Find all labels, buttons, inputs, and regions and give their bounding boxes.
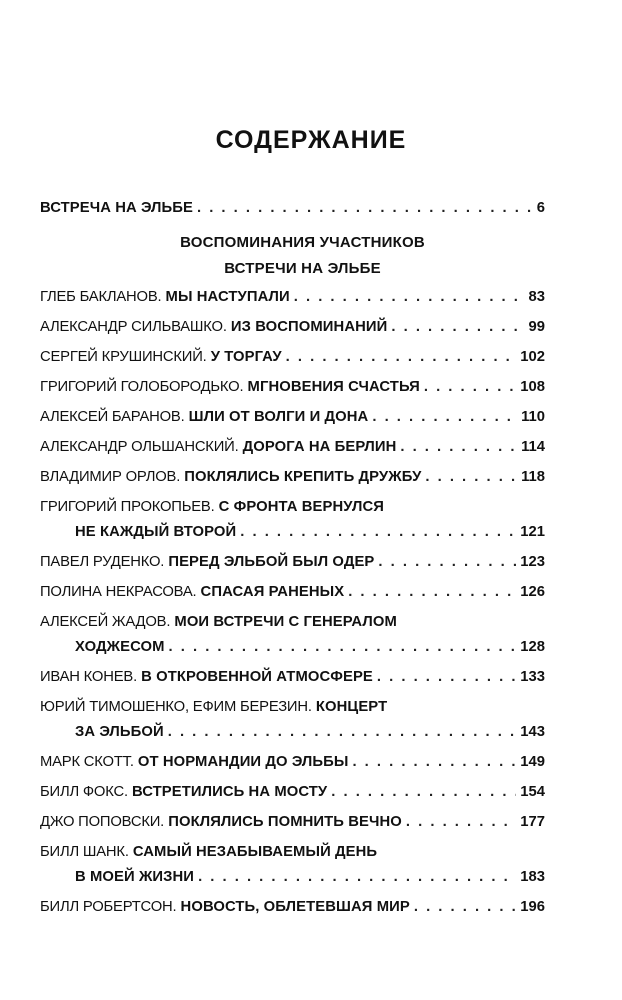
toc-page-number: 143 xyxy=(520,724,545,740)
toc-entry-author: ДЖО ПОПОВСКИ. xyxy=(40,814,165,830)
toc-page-number: 99 xyxy=(528,319,545,335)
toc-entry-title: САМЫЙ НЕЗАБЫВАЕМЫЙ ДЕНЬ xyxy=(132,844,378,860)
toc-page-number: 121 xyxy=(520,524,545,540)
toc-entry-title-continuation: ЗА ЭЛЬБОЙ xyxy=(75,724,164,740)
toc-entry-author: СЕРГЕЙ КРУШИНСКИЙ. xyxy=(40,349,207,365)
toc-entry-author: АЛЕКСЕЙ ЖАДОВ. xyxy=(40,614,171,630)
toc-entry-author: ЮРИЙ ТИМОШЕНКО, ЕФИМ БЕРЕЗИН. xyxy=(40,699,312,715)
toc-entry-author: АЛЕКСАНДР ОЛЬШАНСКИЙ. xyxy=(40,439,239,455)
toc-entry-author: БИЛЛ РОБЕРТСОН. xyxy=(40,899,177,915)
dot-leader xyxy=(400,435,517,460)
toc-entry-title: У ТОРГАУ xyxy=(210,349,282,365)
toc-entry-title: ПОКЛЯЛИСЬ КРЕПИТЬ ДРУЖБУ xyxy=(184,469,422,485)
toc-entry xyxy=(40,345,545,375)
toc-page-number: 83 xyxy=(528,289,545,305)
toc-entry xyxy=(40,315,545,345)
toc-entry xyxy=(40,810,545,840)
dot-leader xyxy=(240,520,516,545)
dot-leader xyxy=(352,750,516,775)
toc-entry-title: С ФРОНТА ВЕРНУЛСЯ xyxy=(218,499,384,515)
toc-entry-author: ГРИГОРИЙ ПРОКОПЬЕВ. xyxy=(40,499,215,515)
toc-entry-title: ДОРОГА НА БЕРЛИН xyxy=(242,439,397,455)
toc-page-number: 126 xyxy=(520,584,545,600)
toc-entry-author: АЛЕКСАНДР СИЛЬВАШКО. xyxy=(40,319,227,335)
toc-page-number: 196 xyxy=(520,899,545,915)
toc-entry xyxy=(40,196,545,226)
dot-leader xyxy=(197,196,533,221)
toc-entry-author: БИЛЛ ШАНК. xyxy=(40,844,129,860)
toc-entry-title: СПАСАЯ РАНЕНЫХ xyxy=(200,584,345,600)
toc-page-number: 6 xyxy=(536,200,545,216)
toc-entry-author: ИВАН КОНЕВ. xyxy=(40,669,137,685)
toc-entry-title: ШЛИ ОТ ВОЛГИ И ДОНА xyxy=(188,409,369,425)
toc-entry xyxy=(40,550,545,580)
toc-entry xyxy=(40,695,545,750)
toc-entry xyxy=(40,895,545,925)
dot-leader xyxy=(169,635,517,660)
toc-entry-title-continuation: НЕ КАЖДЫЙ ВТОРОЙ xyxy=(75,524,237,540)
toc-page-number: 149 xyxy=(520,754,545,770)
toc-entry xyxy=(40,610,545,665)
dot-leader xyxy=(198,865,516,890)
toc-entry-title: МОИ ВСТРЕЧИ С ГЕНЕРАЛОМ xyxy=(174,614,397,630)
toc-entry xyxy=(40,405,545,435)
toc-entry xyxy=(40,750,545,780)
toc-entry-author: АЛЕКСЕЙ БАРАНОВ. xyxy=(40,409,185,425)
toc-entry-title: ИЗ ВОСПОМИНАНИЙ xyxy=(230,319,388,335)
toc-entry-title: ОТ НОРМАНДИИ ДО ЭЛЬБЫ xyxy=(137,754,349,770)
toc-entry xyxy=(40,780,545,810)
dot-leader xyxy=(294,285,525,310)
toc-entry-author: ГЛЕБ БАКЛАНОВ. xyxy=(40,289,162,305)
toc-entry-title: ПОКЛЯЛИСЬ ПОМНИТЬ ВЕЧНО xyxy=(168,814,402,830)
toc-page-number: 133 xyxy=(520,669,545,685)
toc-entry-title: МЫ НАСТУПАЛИ xyxy=(165,289,290,305)
toc-entry xyxy=(40,580,545,610)
toc-page-number: 118 xyxy=(521,469,545,485)
toc-page-number: 114 xyxy=(521,439,545,455)
toc-page-number: 110 xyxy=(521,409,545,425)
dot-leader xyxy=(378,550,516,575)
toc-entry-author: БИЛЛ ФОКС. xyxy=(40,784,128,800)
toc-entry-author: МАРК СКОТТ. xyxy=(40,754,134,770)
toc-page-number: 154 xyxy=(520,784,545,800)
toc-entry-author: ВЛАДИМИР ОРЛОВ. xyxy=(40,469,181,485)
toc-page-number: 123 xyxy=(520,554,545,570)
dot-leader xyxy=(424,375,516,400)
dot-leader xyxy=(372,405,517,430)
section-heading xyxy=(40,230,545,282)
toc-entry-title: НОВОСТЬ, ОБЛЕТЕВШАЯ МИР xyxy=(180,899,410,915)
toc-entry-title: МГНОВЕНИЯ СЧАСТЬЯ xyxy=(247,379,420,395)
toc-page-number: 183 xyxy=(520,869,545,885)
toc-entry xyxy=(40,435,545,465)
dot-leader xyxy=(377,665,516,690)
toc-entry-title: В ОТКРОВЕННОЙ АТМОСФЕРЕ xyxy=(141,669,373,685)
toc-entry-author: ПАВЕЛ РУДЕНКО. xyxy=(40,554,165,570)
dot-leader xyxy=(348,580,516,605)
toc-entry-title-continuation: В МОЕЙ ЖИЗНИ xyxy=(75,869,195,885)
toc-entry-title: ПЕРЕД ЭЛЬБОЙ БЫЛ ОДЕР xyxy=(168,554,375,570)
dot-leader xyxy=(406,810,516,835)
toc-entry xyxy=(40,495,545,550)
toc-page-number: 108 xyxy=(520,379,545,395)
toc-entry-title: ВСТРЕЧА НА ЭЛЬБЕ xyxy=(40,200,193,216)
dot-leader xyxy=(425,465,517,490)
toc-entry xyxy=(40,840,545,895)
page-title: СОДЕРЖАНИЕ xyxy=(215,126,407,154)
section-heading-line: ВОСПОМИНАНИЯ УЧАСТНИКОВ xyxy=(180,234,425,251)
toc-entry-author: ПОЛИНА НЕКРАСОВА. xyxy=(40,584,197,600)
table-of-contents xyxy=(40,196,545,925)
toc-entry-title: ВСТРЕТИЛИСЬ НА МОСТУ xyxy=(132,784,328,800)
toc-entry xyxy=(40,665,545,695)
toc-page-number: 177 xyxy=(520,814,545,830)
toc-page-number: 102 xyxy=(520,349,545,365)
dot-leader xyxy=(168,720,517,745)
toc-entry-title: КОНЦЕРТ xyxy=(315,699,388,715)
toc-entry-author: ГРИГОРИЙ ГОЛОБОРОДЬКО. xyxy=(40,379,244,395)
toc-page-number: 128 xyxy=(520,639,545,655)
dot-leader xyxy=(391,315,524,340)
toc-entry xyxy=(40,465,545,495)
dot-leader xyxy=(286,345,517,370)
toc-entry-title-continuation: ХОДЖЕСОМ xyxy=(75,639,165,655)
toc-entry xyxy=(40,375,545,405)
toc-entry xyxy=(40,285,545,315)
dot-leader xyxy=(414,895,516,920)
section-heading-line: ВСТРЕЧИ НА ЭЛЬБЕ xyxy=(224,260,381,277)
dot-leader xyxy=(331,780,516,805)
